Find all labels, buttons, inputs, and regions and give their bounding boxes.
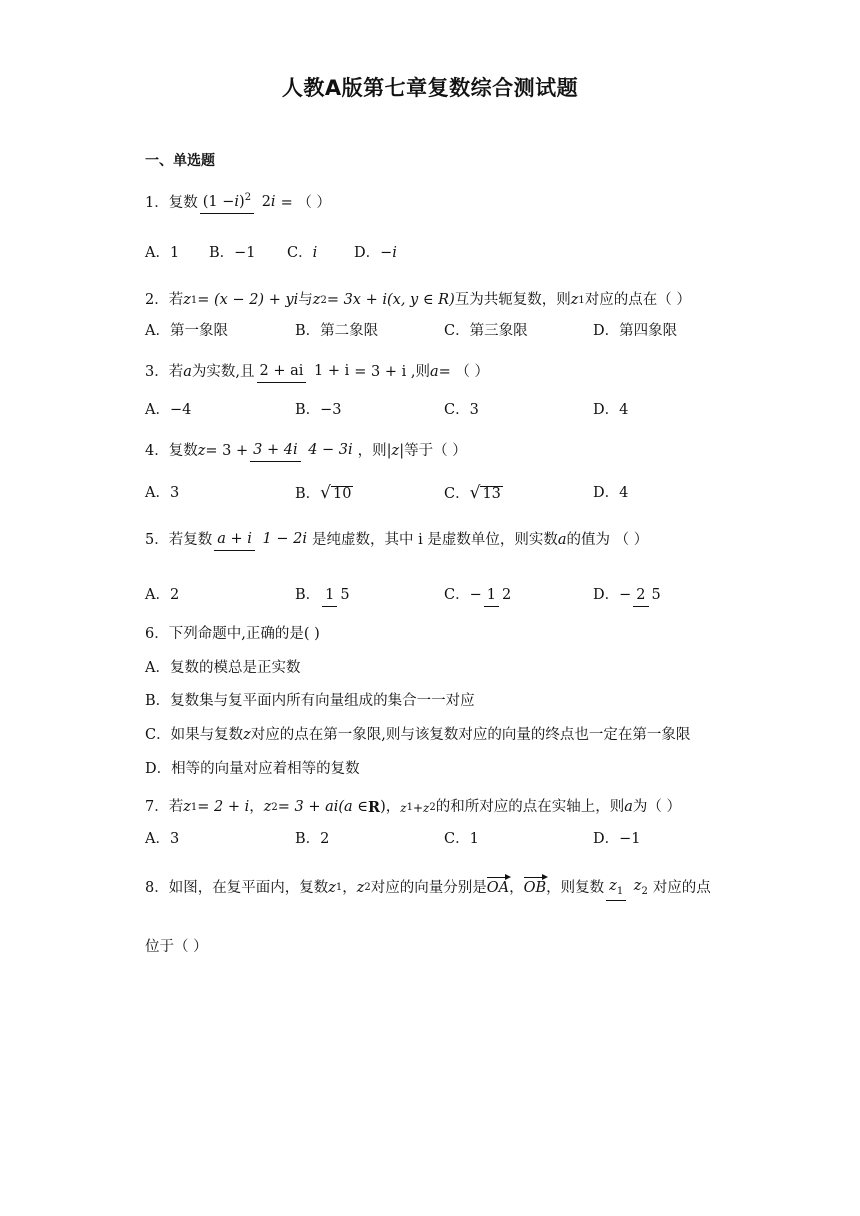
q3-option-b: B．−3 xyxy=(295,402,342,419)
q3-option-c: C．3 xyxy=(444,402,479,419)
q1-option-d: D．−i xyxy=(354,245,397,262)
question-8: 8．如图，在复平面内，复数 z 1 ， z 2 对应的向量分别是 OA ， OB ，则复数 $z_1$ $z_2$ 对应的点 xyxy=(145,876,711,901)
vector-ob: OB xyxy=(523,879,547,896)
q6-option-b: B．复数集与复平面内所有向量组成的集合一一对应 xyxy=(145,693,475,709)
question-6: 6．下列命题中,正确的是( ) xyxy=(145,626,320,642)
q4-option-d: D．4 xyxy=(593,485,629,502)
vector-oa: OA xyxy=(486,879,510,896)
question-2: 2．若 z 1 = (x − 2) + yi 与 z 2 = 3x + i (x, y ∈ R) 互为共轭复数，则 z 1 对应的点在（ ） xyxy=(145,292,691,308)
section-heading: 一、单选题 xyxy=(145,153,215,169)
q3-fraction: 2 + ai 1 + i xyxy=(257,361,353,383)
q5-option-a: A．2 xyxy=(145,587,180,603)
q2-option-a: A．第一象限 xyxy=(145,323,228,340)
q7-option-a: A．3 xyxy=(145,831,180,848)
question-8-line2: 位于（ ） xyxy=(145,939,208,955)
q5-option-b: B． 1 5 xyxy=(295,585,355,607)
q6-option-d: D．相等的向量对应着相等的复数 xyxy=(145,761,360,777)
q1-option-c: C．i xyxy=(287,245,318,262)
question-5: 5．若复数 a + i 1 − 2i 是纯虚数，其中 i 是虚数单位，则实数 a 的值为 （ ） xyxy=(145,529,648,551)
q4-option-b: B． √ 10 xyxy=(295,482,352,503)
q6-option-c: C．如果与复数 z 对应的点在第一象限,则与该复数对应的向量的终点也一定在第一象限 xyxy=(145,727,691,743)
q2-option-c: C．第三象限 xyxy=(444,323,528,340)
q5-fraction: a + i 1 − 2i xyxy=(214,529,310,551)
question-4: 4．复数 z = 3 + 3 + 4i 4 − 3i ，则 |z| 等于（ ） xyxy=(145,440,467,462)
q4-option-a: A．3 xyxy=(145,485,180,502)
q4-option-c: C． √ 13 xyxy=(444,482,501,503)
q3-option-a: A．−4 xyxy=(145,402,192,419)
q1-option-a: A．1 xyxy=(145,245,180,262)
q7-option-b: B．2 xyxy=(295,831,330,848)
q4-fraction: 3 + 4i 4 − 3i xyxy=(250,440,356,462)
q1-fraction: $(1 -i)^2$ 2i xyxy=(200,192,279,214)
q5-option-d: D． − 2 5 xyxy=(593,585,666,607)
q1-option-b: B．−1 xyxy=(209,245,256,262)
question-7: 7．若 z 1 = 2 + i ， z 2 = 3 + ai(a ∈ R ) ， z 1 + z 2 的和所对应的点在实轴上，则 a 为（ ） xyxy=(145,799,682,816)
q5-option-c: C． − 1 2 xyxy=(444,585,516,607)
question-3: 3．若 a 为实数,且 2 + ai 1 + i = 3 + i ,则 a = （ ） xyxy=(145,361,489,383)
q3-option-d: D．4 xyxy=(593,402,629,419)
q8-fraction: $z_1$ $z_2$ xyxy=(606,876,651,901)
document-title: 人教A版第七章复数综合测试题 xyxy=(281,76,579,100)
q7-option-d: D．−1 xyxy=(593,831,641,848)
q6-option-a: A．复数的模总是正实数 xyxy=(145,660,301,676)
question-1: 1．复数 $(1 -i)^2$ 2i = （ ） xyxy=(145,192,331,214)
q7-option-c: C．1 xyxy=(444,831,479,848)
q2-option-b: B．第二象限 xyxy=(295,323,379,340)
q2-option-d: D．第四象限 xyxy=(593,323,678,340)
